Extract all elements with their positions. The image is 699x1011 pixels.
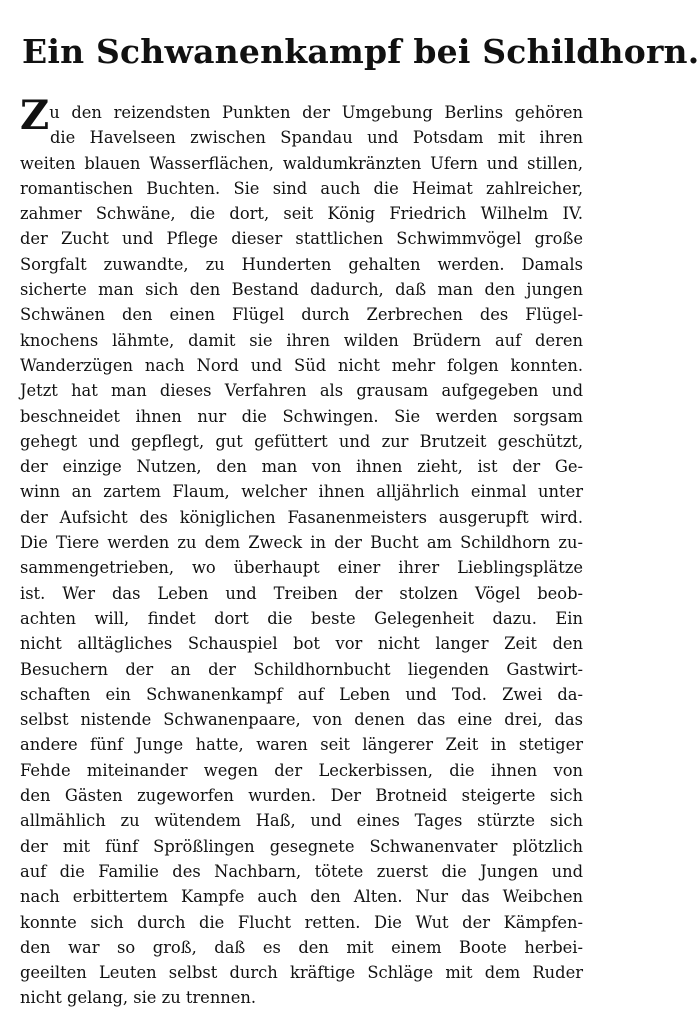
text-line-2: die Havelseen zwischen Spandau und Potsdam mit ihren [50, 128, 583, 148]
text-line-28: den Gästen zugeworfen wurden. Der Brotneid steigerte sich [20, 786, 583, 806]
article-body [20, 92, 583, 1011]
text-line-15: der einzige Nutzen, den man von ihnen zieht, ist der Ge- [20, 457, 583, 477]
text-line-19: sammengetrieben, wo überhaupt einer ihrer Lieblingsplätze [20, 558, 583, 578]
text-line-7: Sorgfalt zuwandte, zu Hunderten gehalten werden. Damals [20, 254, 583, 274]
text-line-9: Schwänen den einen Flügel durch Zerbrechen des Flügel- [20, 305, 583, 325]
text-line-34: den war so groß, daß es den mit einem Boote herbei- [20, 937, 583, 957]
article-title: Ein Schwanenkampf bei Schildhorn. [22, 32, 699, 71]
text-line-16: winn an zartem Flaum, welcher ihnen alljährlich einmal unter [20, 482, 583, 502]
text-line-25: selbst nistende Schwanenpaare, von denen das eine drei, das [20, 710, 583, 730]
text-line-6: der Zucht und Pflege dieser stattlichen Schwimmvögel große [20, 229, 583, 249]
text-line-18: Die Tiere werden zu dem Zweck in der Bucht am Schildhorn zu- [20, 533, 583, 553]
text-line-4: romantischen Buchten. Sie sind auch die Heimat zahlreicher, [20, 178, 583, 198]
text-line-36: nicht gelang, sie zu trennen. [20, 988, 257, 1008]
text-line-23: Besuchern der an der Schildhornbucht liegenden Gastwirt- [20, 659, 583, 679]
text-line-12: Jetzt hat man dieses Verfahren als grausam aufgegeben und [20, 381, 583, 401]
text-line-3: weiten blauen Wasserflächen, waldumkränzten Ufern und stillen, [20, 153, 583, 173]
text-line-22: nicht alltägliches Schauspiel bot vor nicht langer Zeit den [20, 634, 583, 654]
text-line-20: ist. Wer das Leben und Treiben der stolzen Vögel beob- [20, 583, 583, 603]
text-line-31: auf die Familie des Nachbarn, tötete zuerst die Jungen und [20, 861, 583, 881]
text-line-33: konnte sich durch die Flucht retten. Die Wut der Kämpfen- [20, 912, 583, 932]
text-line-5: zahmer Schwäne, die dort, seit König Friedrich Wilhelm IV. [20, 204, 583, 224]
text-line-11: Wanderzügen nach Nord und Süd nicht mehr folgen konnten. [20, 355, 583, 375]
text-line-30: der mit fünf Sprößlingen gesegnete Schwanenvater plötzlich [20, 836, 583, 856]
drop-cap: Z [20, 92, 50, 139]
text-line-35: geeilten Leuten selbst durch kräftige Schläge mit dem Ruder [20, 963, 583, 983]
text-line-32: nach erbittertem Kampfe auch den Alten. Nur das Weibchen [20, 887, 583, 907]
text-line-29: allmählich zu wütendem Haß, und eines Tages stürzte sich [20, 811, 583, 831]
text-line-26: andere fünf Junge hatte, waren seit längerer Zeit in stetiger [20, 735, 583, 755]
text-line-27: Fehde miteinander wegen der Leckerbissen, die ihnen von [20, 760, 583, 780]
text-line-8: sicherte man sich den Bestand dadurch, daß man den jungen [20, 280, 583, 300]
text-line-14: gehegt und gepflegt, gut gefüttert und zur Brutzeit geschützt, [20, 431, 583, 451]
text-line-13: beschneidet ihnen nur die Schwingen. Sie werden sorgsam [20, 406, 583, 426]
text-line-10: knochens lähmte, damit sie ihren wilden Brüdern auf deren [20, 330, 583, 350]
text-line-24: schaften ein Schwanenkampf auf Leben und Tod. Zwei da- [20, 684, 583, 704]
text-line-21: achten will, findet dort die beste Gelegenheit dazu. Ein [20, 608, 583, 628]
text-line-17: der Aufsicht des königlichen Fasanenmeisters ausgerupft wird. [20, 507, 583, 527]
text-line-1: Zu den reizendsten Punkten der Umgebung Berlins gehören [20, 92, 583, 139]
